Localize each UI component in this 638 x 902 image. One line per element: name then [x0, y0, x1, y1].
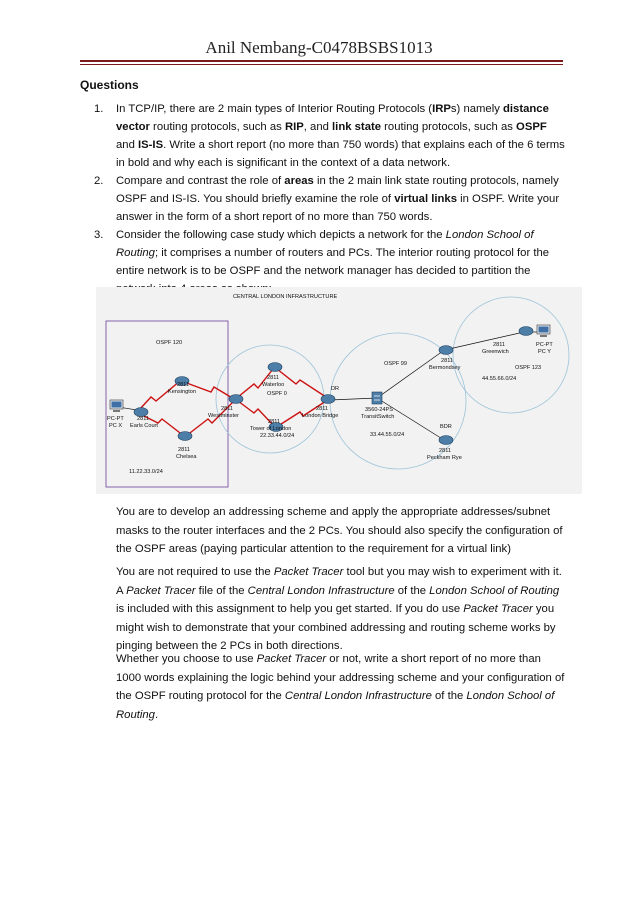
router-icon: [439, 436, 453, 445]
link-line: [330, 398, 377, 400]
text-run: Compare and contrast the role of: [116, 175, 285, 187]
router-model-label: 2811: [221, 406, 234, 412]
paragraph: [116, 503, 566, 559]
question-item: [80, 172, 565, 226]
area-99-label: OSPF 99: [384, 361, 408, 367]
text-run: or not, write a short report of no more than 1000 words explaining the logic behind your addressing scheme and your configuration of the OSPF routing protocol for the: [116, 653, 565, 702]
router-model-label: 2811: [178, 447, 191, 453]
router-icon: [229, 395, 243, 404]
router-icon: [519, 327, 533, 336]
question-list: [80, 100, 565, 298]
text-run: routing protocols, such as: [381, 121, 517, 133]
text-run: and: [116, 139, 138, 151]
italic-term: Packet Tracer: [273, 566, 344, 578]
question-text: [116, 103, 565, 169]
area-123-label: OSPF 123: [515, 365, 542, 371]
area-120-label: OSPF 120: [156, 340, 183, 346]
area-120-network: 11.22.33.0/24: [129, 469, 163, 475]
bold-term: areas: [284, 175, 314, 187]
paragraph: [116, 650, 566, 724]
serial-link: [139, 381, 180, 410]
tower-of-london-label: Tower of London: [250, 426, 292, 432]
bold-term: IRP: [432, 103, 451, 115]
router-model-label: 2811: [439, 448, 452, 454]
text-run: Consider the following case study which depicts a network for the: [116, 229, 446, 241]
bold-term: link state: [332, 121, 382, 133]
waterloo-label: Waterloo: [262, 382, 285, 388]
text-run: .: [154, 708, 159, 721]
question-number: 1.: [94, 103, 104, 115]
bermondsey-label: Bermondsey: [429, 365, 461, 371]
text-run: You are not required to use the: [116, 566, 274, 578]
text-run: of the: [431, 690, 467, 702]
network-diagram-svg: [96, 287, 582, 494]
pc-y-label: PC Y: [538, 349, 551, 355]
pc-model-label: PC-PT: [107, 416, 124, 422]
router-model-label: 2811: [267, 375, 280, 381]
bold-term: RIP: [284, 121, 304, 133]
text-run: is included with this assignment to help you get started. If you do use: [116, 603, 464, 615]
italic-term: Central London Infrastructure: [284, 690, 432, 702]
text-run: , and: [303, 121, 333, 133]
italic-term: London School of Routing: [116, 690, 555, 721]
area-123-boundary: [453, 297, 569, 413]
italic-term: Central London Infrastructure: [247, 584, 395, 597]
question-item: [80, 100, 565, 172]
area-0-network: 22.33.44.0/24: [260, 433, 295, 439]
router-model-label: 2811: [137, 416, 150, 422]
document-header: Anil Nembang-C0478BSBS1013: [205, 38, 433, 57]
text-run: in OSPF. Write your answer in the form of a short report of no more than 750 words.: [116, 193, 560, 223]
earls-court-label: Earls Court: [130, 423, 158, 429]
header-rule-thin: [80, 64, 563, 65]
router-model-label: 2811: [268, 419, 281, 425]
text-run: In TCP/IP, there are 2 main types of Interior Routing Protocols (: [116, 103, 433, 115]
pc-x-label: PC X: [109, 423, 123, 429]
question-text: [116, 229, 549, 295]
bdr-label: BDR: [440, 424, 452, 430]
router-model-label: 2811: [177, 382, 190, 388]
italic-term: Packet Tracer: [463, 603, 533, 615]
pc-icon: [537, 325, 550, 337]
switch-icon: [372, 392, 382, 404]
text-run: You are to develop an addressing scheme and apply the appropriate addresses/subnet masks to the router interfaces and the 2 PCs. You should also specify the configuration of the OSPF areas (paying particular attention to the requirement for a virtual link): [116, 506, 563, 555]
router-icon: [178, 432, 192, 441]
link-line: [377, 351, 443, 398]
london-bridge-label: London Bridge: [302, 413, 339, 419]
text-run: ; it comprises a number of routers and PCs. The interior routing protocol for the entire network is to be OSPF and the network manager has decided to partition the: [116, 247, 550, 277]
question-number: 2.: [94, 175, 104, 187]
question-number: 3.: [94, 229, 104, 241]
link-line: [449, 332, 524, 349]
bold-term: IS-IS: [138, 139, 164, 151]
area-0-label: OSPF 0: [267, 391, 287, 397]
text-run: file of the: [195, 584, 248, 597]
bold-term: distance vector: [116, 103, 549, 133]
italic-term: London School of Routing: [116, 229, 534, 259]
kensington-label: Kensington: [168, 389, 196, 395]
router-icon: [321, 395, 335, 404]
chelsea-label: Chelsea: [176, 454, 197, 460]
router-icon: [268, 363, 282, 372]
transit-switch-label: TransitSwitch: [361, 414, 395, 420]
question-text: [116, 175, 559, 223]
bold-term: OSPF: [516, 121, 547, 133]
area-123-network: 44.55.66.0/24: [482, 376, 517, 382]
greenwich-label: Greenwich: [482, 349, 509, 355]
paragraph: [116, 563, 566, 656]
peckham-rye-label: Peckham Rye: [427, 455, 462, 461]
text-run: tool but you may wish to experiment with it. A: [116, 566, 562, 597]
italic-term: Packet Tracer: [256, 653, 327, 665]
router-model-label: 2811: [493, 342, 506, 348]
italic-term: London School of Routing: [429, 584, 560, 597]
section-heading: Questions: [80, 78, 139, 92]
pc-model-label: PC-PT: [536, 342, 553, 348]
text-run: s) namely: [450, 103, 504, 115]
text-run: of the: [394, 584, 430, 597]
westminster-label: Westminster: [208, 413, 239, 419]
router-icon: [439, 346, 453, 355]
text-run: . Write a short report (no more than 750 words) that explains each of the 6 terms in bold and why each is significant in the context of a data network.: [116, 139, 565, 169]
text-run: Whether you choose to use: [116, 653, 257, 665]
router-model-label: 2811: [441, 358, 454, 364]
diagram-title: CENTRAL LONDON INFRASTRUCTURE: [233, 294, 338, 300]
italic-term: Packet Tracer: [126, 584, 196, 597]
switch-model-label: 3560-24PS: [365, 407, 393, 413]
text-run: you might wish to demonstrate that your combined addressing and routing scheme works by pinging between the 2 PCs in both directions.: [116, 603, 556, 652]
text-run: routing protocols, such as: [149, 121, 285, 133]
dr-label: DR: [331, 386, 340, 392]
header-rule: [80, 60, 563, 62]
text-run: in the 2 main link state routing protocols, namely OSPF and IS-IS. You should briefly examine the role of: [116, 175, 559, 205]
bold-term: virtual links: [394, 193, 457, 205]
area-99-network: 33.44.55.0/24: [370, 432, 405, 438]
pc-icon: [110, 400, 123, 412]
router-model-label: 2811: [316, 406, 329, 412]
network-diagram: [96, 287, 582, 494]
